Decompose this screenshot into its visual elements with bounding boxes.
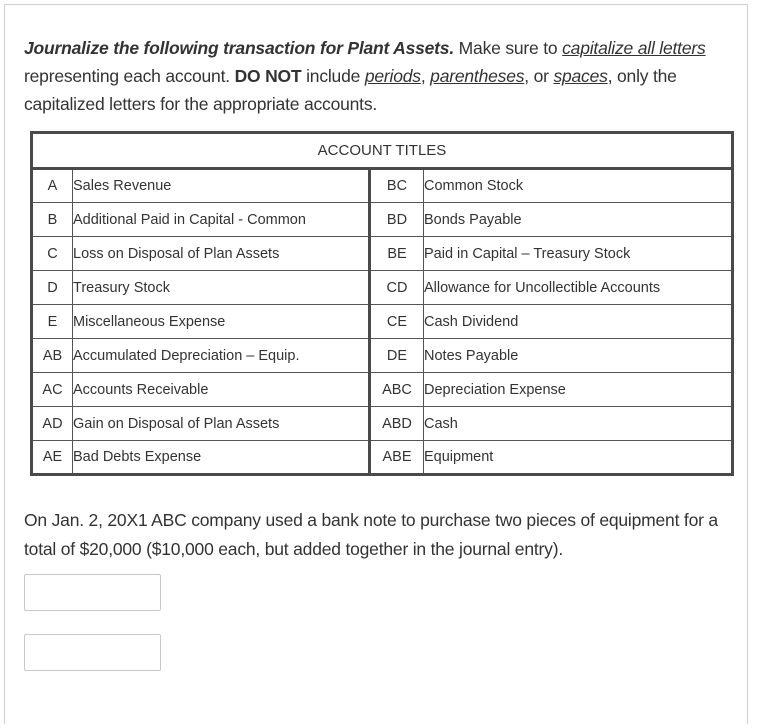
account-name: Bad Debts Expense [73, 441, 370, 475]
account-code: D [32, 271, 73, 305]
account-name: Common Stock [424, 169, 733, 203]
account-name: Additional Paid in Capital - Common [73, 203, 370, 237]
instructions-text: representing each account. [24, 66, 235, 86]
table-row [32, 441, 733, 475]
account-name: Bonds Payable [424, 203, 733, 237]
account-code: DE [370, 339, 424, 373]
journal-entry-input-2[interactable] [24, 634, 161, 671]
account-name: Cash Dividend [424, 305, 733, 339]
instructions [24, 34, 724, 118]
account-name: Loss on Disposal of Plan Assets [73, 237, 370, 271]
account-name: Sales Revenue [73, 169, 370, 203]
instructions-text: , only the capitalized letters for the appropriate accounts. [24, 66, 677, 114]
account-name: Allowance for Uncollectible Accounts [424, 271, 733, 305]
account-code: BD [370, 203, 424, 237]
account-name: Accumulated Depreciation – Equip. [73, 339, 370, 373]
table-row [32, 407, 733, 441]
account-code: AC [32, 373, 73, 407]
account-name: Paid in Capital – Treasury Stock [424, 237, 733, 271]
table-row [32, 271, 733, 305]
account-code: CD [370, 271, 424, 305]
instructions-underline: capitalize all letters [562, 38, 706, 58]
account-code: A [32, 169, 73, 203]
account-name: Accounts Receivable [73, 373, 370, 407]
account-code: E [32, 305, 73, 339]
table-row [32, 169, 733, 203]
instructions-text: , or [524, 66, 554, 86]
instructions-bold: DO NOT [234, 66, 302, 86]
instructions-underline: parentheses [430, 66, 525, 86]
table-row [32, 339, 733, 373]
instructions-text: Make sure to [454, 38, 563, 58]
table-row [32, 305, 733, 339]
account-code: AE [32, 441, 73, 475]
account-code: ABE [370, 441, 424, 475]
account-name: Gain on Disposal of Plan Assets [73, 407, 370, 441]
account-name: Equipment [424, 441, 733, 475]
instructions-underline: periods [364, 66, 421, 86]
account-code: B [32, 203, 73, 237]
account-code: ABD [370, 407, 424, 441]
table-header-row [32, 133, 733, 169]
instructions-text: , [420, 66, 431, 86]
table-body [32, 169, 733, 475]
instructions-underline: spaces [553, 66, 608, 86]
account-code: ABC [370, 373, 424, 407]
account-code: AB [32, 339, 73, 373]
instructions-lead: Journalize the following transaction for Plant Assets. [24, 38, 455, 58]
account-code: C [32, 237, 73, 271]
transaction-question: On Jan. 2, 20X1 ABC company used a bank note to purchase two pieces of equipment for a total of $20,000 ($10,000 each, but added together in the journal entry). [24, 510, 718, 559]
account-code: BC [370, 169, 424, 203]
account-code: BE [370, 237, 424, 271]
table-row [32, 373, 733, 407]
account-code: CE [370, 305, 424, 339]
table-row [32, 237, 733, 271]
account-name: Cash [424, 407, 733, 441]
account-name: Treasury Stock [73, 271, 370, 305]
account-name: Miscellaneous Expense [73, 305, 370, 339]
journal-entry-input-1[interactable] [24, 574, 161, 611]
account-code: AD [32, 407, 73, 441]
table-header: ACCOUNT TITLES [32, 133, 733, 169]
table-row [32, 203, 733, 237]
account-titles-table [30, 131, 734, 476]
instructions-text: include [301, 66, 365, 86]
account-name: Notes Payable [424, 339, 733, 373]
account-name: Depreciation Expense [424, 373, 733, 407]
